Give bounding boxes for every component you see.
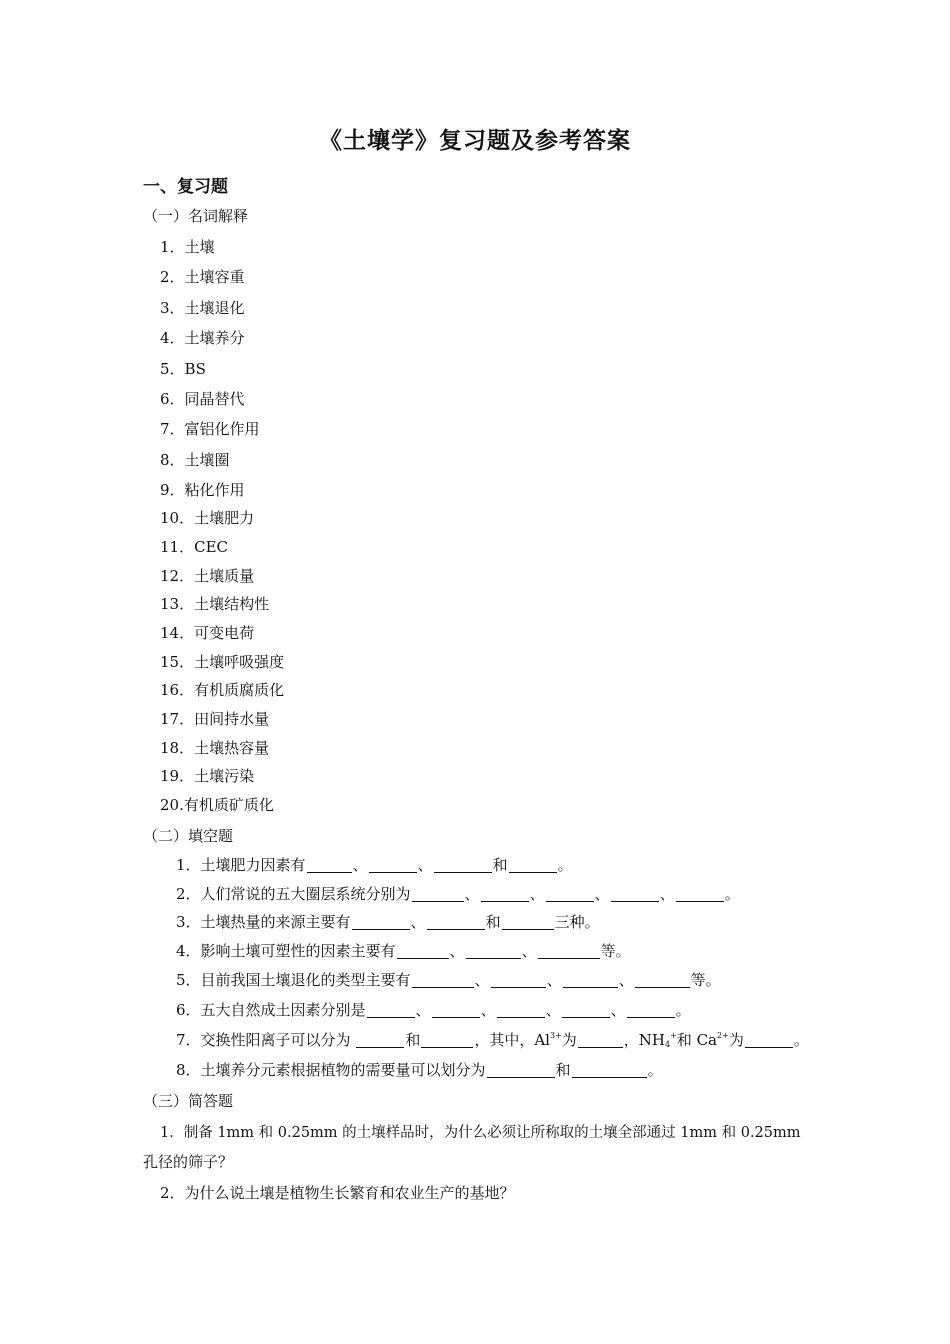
blank-line[interactable] [676, 886, 724, 902]
term-item: 9．粘化作用 [160, 481, 245, 499]
term-item: 7．富铝化作用 [160, 420, 260, 438]
fill-question-3: 3．土壤热量的来源主要有 、 和 三种。 [176, 913, 600, 931]
blank-line[interactable] [635, 972, 690, 988]
term-item: 11．CEC [160, 538, 228, 556]
blank-line[interactable] [546, 886, 594, 902]
blank-line[interactable] [578, 1032, 623, 1048]
term-item: 12．土壤质量 [160, 567, 255, 585]
blank-line[interactable] [745, 1032, 793, 1048]
term-item: 3．土壤退化 [160, 299, 245, 317]
blank-line[interactable] [611, 886, 659, 902]
blank-line[interactable] [562, 1002, 610, 1018]
blank-line[interactable] [572, 1062, 647, 1078]
blank-line[interactable] [563, 972, 618, 988]
blank-line[interactable] [352, 914, 410, 930]
term-item: 18．土壤热容量 [160, 739, 270, 757]
blank-line[interactable] [497, 1002, 545, 1018]
blank-line[interactable] [538, 943, 600, 959]
fill-question-5: 5．目前我国土壤退化的类型主要有 、 、 、 等。 [176, 971, 721, 989]
term-item: 1．土壤 [160, 238, 215, 256]
blank-line[interactable] [367, 1002, 415, 1018]
blank-line[interactable] [432, 1002, 480, 1018]
blank-line[interactable] [491, 972, 546, 988]
part1-heading: （一）名词解释 [143, 207, 249, 225]
part2-heading: （二）填空题 [143, 827, 234, 845]
fill-question-8: 8．土壤养分元素根据植物的需要量可以划分为 和 。 [176, 1061, 663, 1079]
blank-line[interactable] [307, 857, 352, 873]
term-item: 5．BS [160, 360, 206, 378]
blank-line[interactable] [502, 914, 554, 930]
fill-question-1: 1．土壤肥力因素有 、 、 和 。 [176, 856, 573, 874]
term-item: 13．土壤结构性 [160, 595, 270, 613]
section-heading: 一、复习题 [143, 177, 228, 197]
fill-question-4: 4．影响土壤可塑性的因素主要有 、 、 等。 [176, 942, 631, 960]
short-question-1-line2: 孔径的筛子？ [143, 1153, 234, 1171]
fill-question-2: 2．人们常说的五大圈层系统分别为 、 、 、 、 。 [176, 885, 740, 903]
blank-line[interactable] [356, 1032, 404, 1048]
blank-line[interactable] [434, 857, 492, 873]
short-question-1-line1: 1．制备 1mm 和 0.25mm 的土壤样品时，为什么必须让所称取的土壤全部通过 1mm 和 0.25mm [160, 1125, 801, 1141]
term-item: 15．土壤呼吸强度 [160, 653, 285, 671]
term-item: 19．土壤污染 [160, 767, 255, 785]
document-title: 《土壤学》复习题及参考答案 [319, 128, 631, 154]
blank-line[interactable] [481, 886, 529, 902]
blank-line[interactable] [627, 1002, 675, 1018]
term-item: 6．同晶替代 [160, 390, 245, 408]
blank-line[interactable] [466, 943, 521, 959]
part3-heading: （三）简答题 [143, 1092, 234, 1110]
term-item: 4．土壤养分 [160, 329, 245, 347]
blank-line[interactable] [509, 857, 557, 873]
fill-question-7: 7．交换性阳离子可以分为 和 ，其中，$Al^{3+}$为 ，$NH_4^+$和 $Ca^{2+}$为 。 [176, 1031, 809, 1049]
term-item: 14．可变电荷 [160, 624, 255, 642]
term-item: 10．土壤肥力 [160, 509, 255, 527]
term-item: 2．土壤容重 [160, 268, 245, 286]
term-item: 20.有机质矿质化 [160, 796, 274, 814]
blank-line[interactable] [412, 886, 464, 902]
blank-line[interactable] [369, 857, 417, 873]
short-question-2: 2．为什么说土壤是植物生长繁育和农业生产的基地？ [160, 1184, 515, 1202]
blank-line[interactable] [412, 972, 474, 988]
term-item: 17．田间持水量 [160, 710, 270, 728]
blank-line[interactable] [421, 1032, 473, 1048]
blank-line[interactable] [487, 1062, 555, 1078]
fill-question-6: 6．五大自然成土因素分别是 、 、 、 、 。 [176, 1001, 691, 1019]
term-item: 8．土壤圈 [160, 451, 230, 469]
blank-line[interactable] [397, 943, 449, 959]
blank-line[interactable] [427, 914, 485, 930]
term-item: 16．有机质腐质化 [160, 681, 285, 699]
